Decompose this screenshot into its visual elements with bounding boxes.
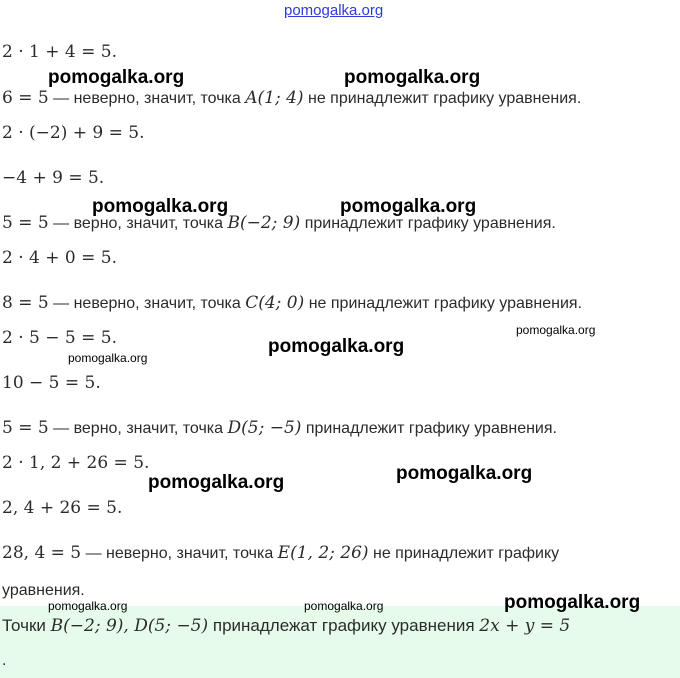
line-13: 28, 4 = 5 — неверно, значит, точка E(1, 2; 26) не принадлежит графику [2, 543, 560, 563]
line-2: 6 = 5 — неверно, значит, точка A(1; 4) не принадлежит графику уравнения. [2, 88, 582, 108]
watermark: pomogalka.org [340, 196, 477, 217]
watermark: pomogalka.org [304, 599, 384, 613]
watermark: pomogalka.org [504, 592, 641, 613]
watermark: pomogalka.org [344, 67, 481, 88]
line-4: −4 + 9 = 5. [2, 168, 105, 188]
watermark: pomogalka.org [68, 351, 148, 365]
watermark: pomogalka.org [148, 472, 285, 493]
watermark: pomogalka.org [516, 323, 596, 337]
line-7: 8 = 5 — неверно, значит, точка C(4; 0) не принадлежит графику уравнения. [2, 293, 583, 313]
watermark: pomogalka.org [48, 67, 185, 88]
watermark-top-link[interactable]: pomogalka.org [284, 2, 384, 19]
watermark: pomogalka.org [48, 599, 128, 613]
line-11: 2 · 1, 2 + 26 = 5. [2, 453, 150, 473]
conclusion-period: . [2, 652, 7, 669]
line-1: 2 · 1 + 4 = 5. [2, 42, 117, 62]
line-14: уравнения. [2, 582, 85, 599]
line-12: 2, 4 + 26 = 5. [2, 498, 123, 518]
watermark: pomogalka.org [396, 463, 533, 484]
watermark: pomogalka.org [268, 336, 405, 357]
line-9: 10 − 5 = 5. [2, 373, 101, 393]
line-6: 2 · 4 + 0 = 5. [2, 248, 117, 268]
watermark: pomogalka.org [92, 196, 229, 217]
line-8: 2 · 5 − 5 = 5. [2, 328, 117, 348]
conclusion-line: Точки B(−2; 9), D(5; −5) принадлежат графику уравнения 2x + y = 5 [2, 616, 571, 636]
line-5: 5 = 5 — верно, значит, точка B(−2; 9) принадлежит графику уравнения. [2, 213, 556, 233]
line-10: 5 = 5 — верно, значит, точка D(5; −5) принадлежит графику уравнения. [2, 418, 557, 438]
line-3: 2 · (−2) + 9 = 5. [2, 123, 145, 143]
